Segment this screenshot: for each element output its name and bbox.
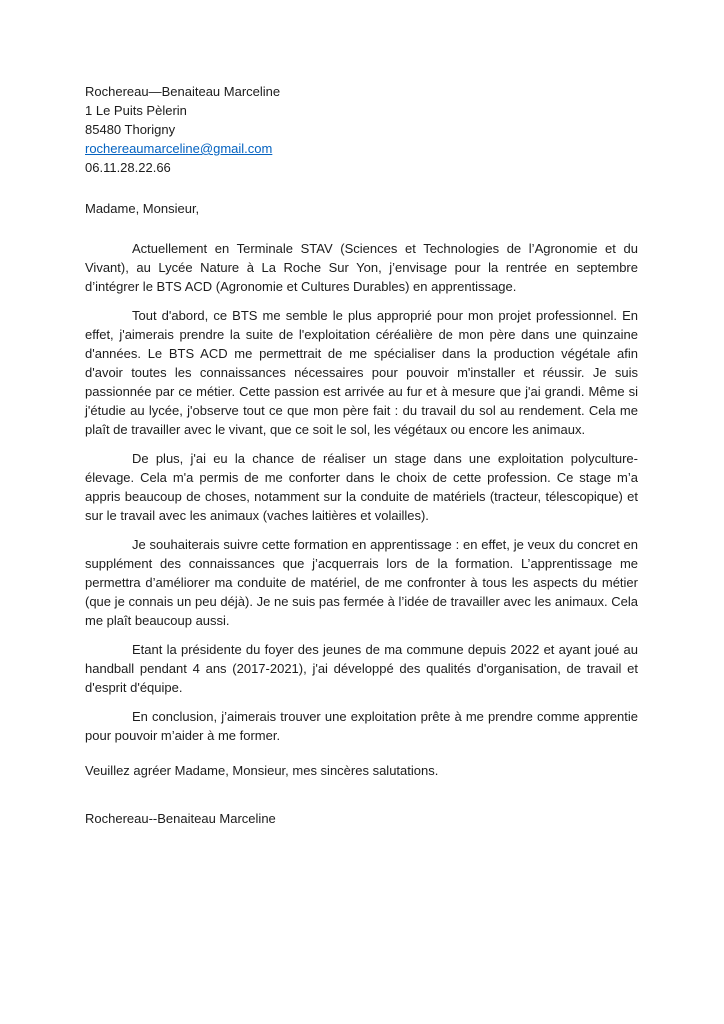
sender-address-line2: 85480 Thorigny: [85, 122, 176, 137]
paragraph-intro: Actuellement en Terminale STAV (Sciences et Technologies de l’Agronomie et du Vivant), au Lycée Nature à La Roche Sur Yon, j’envisage pour la rentrée en septembre d’intégrer le BTS ACD (Agronomie et Cultures Durables) en apprentissage.: [85, 241, 638, 294]
paragraph-project: Tout d'abord, ce BTS me semble le plus approprié pour mon projet professionnel. En effet, j'aimerais prendre la suite de l'exploitation céréalière de mon père dans une quinzaine d'années. Le BTS ACD me permettrait de me spécialiser dans la production végétale afin d'avoir toutes les connaissances nécessaires pour pouvoir m'installer et réussir. Je suis passionnée par ce métier. Cette passion est arrivée au fur et à mesure que j'ai grandi. Même si j'étudie au lycée, j'observe tout ce que mon père fait : du travail du sol au rendement. Cela me plaît de travailler avec le vivant, que ce soit le sol, les végétaux ou encore les animaux.: [85, 308, 638, 437]
paragraph-apprenticeship: Je souhaiterais suivre cette formation en apprentissage : en effet, je veux du concret en supplément des connaissances que j’acquerrais lors de la formation. L’apprentissage me permettra d’améliorer ma conduite de matériel, de me confronter à tous les aspects du métier (que je connais un peu déjà). Je ne suis pas fermée à l’idée de travailler avec les animaux. Cela me plaît beaucoup aussi.: [85, 537, 638, 628]
sender-name: Rochereau—Benaiteau Marceline: [85, 84, 281, 99]
sender-email-line: [85, 139, 638, 158]
sender-email-link[interactable]: rochereaumarceline@gmail.com: [85, 141, 273, 156]
sender-block: [85, 82, 638, 177]
paragraph-conclusion: En conclusion, j’aimerais trouver une exploitation prête à me prendre comme apprentie pour pouvoir m’aider à me former.: [85, 709, 638, 743]
sender-address-line1: 1 Le Puits Pèlerin: [85, 103, 187, 118]
signature: Rochereau--Benaiteau Marceline: [85, 811, 276, 826]
closing-line: Veuillez agréer Madame, Monsieur, mes sincères salutations.: [85, 763, 439, 778]
paragraph-internship: De plus, j'ai eu la chance de réaliser un stage dans une exploitation polyculture-élevage. Cela m'a permis de me conforter dans le choix de cette profession. Ce stage m’a appris beaucoup de choses, notamment sur la conduite de matériels (tracteur, télescopique) et sur le travail avec les animaux (vaches laitières et volailles).: [85, 451, 638, 523]
salutation: Madame, Monsieur,: [85, 201, 200, 216]
paragraph-qualities: Etant la présidente du foyer des jeunes de ma commune depuis 2022 et ayant joué au handball pendant 4 ans (2017-2021), j'ai développé des qualités d'organisation, de travail et d'esprit d'équipe.: [85, 642, 638, 695]
sender-phone: 06.11.28.22.66: [85, 160, 171, 175]
